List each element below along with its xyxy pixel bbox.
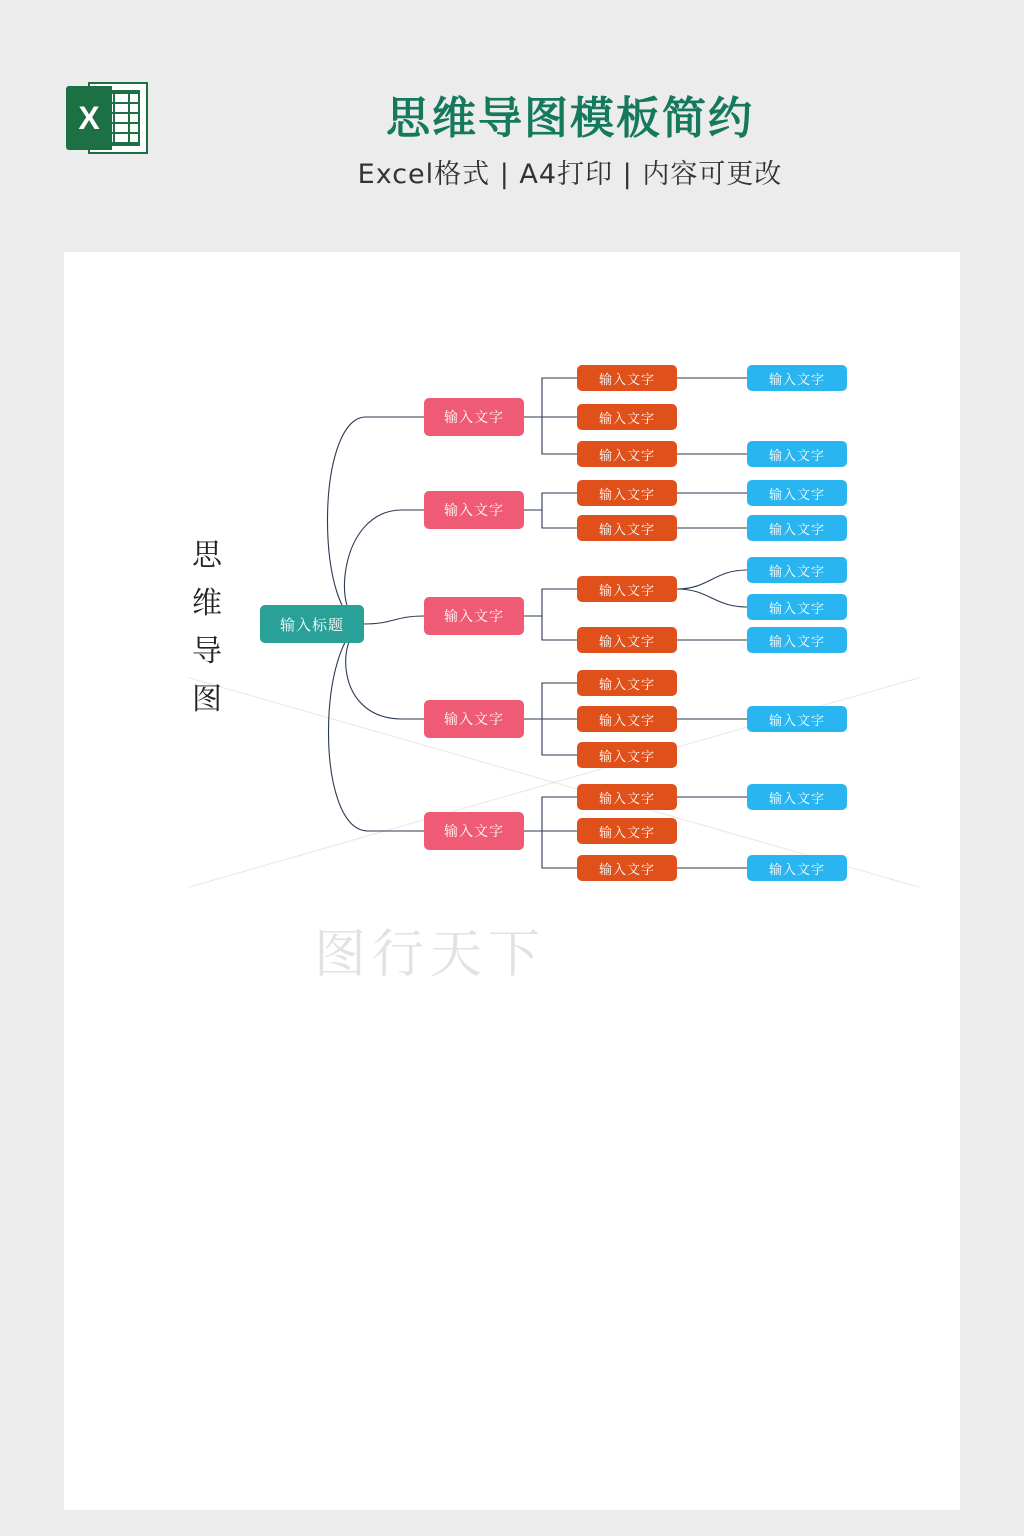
excel-icon-letter: X [66,86,112,150]
mindmap-root-node[interactable]: 输入标题 [260,605,364,643]
mindmap-leaf-node-10[interactable]: 输入文字 [747,855,847,881]
mindmap-leaf-node-5[interactable]: 输入文字 [747,557,847,583]
mindmap-sub-node-13[interactable]: 输入文字 [577,855,677,881]
mindmap-vertical-title: 思 维 导 图 [192,538,222,717]
mindmap [64,252,960,1510]
mindmap-sub-node-4[interactable]: 输入文字 [577,480,677,506]
mindmap-sub-node-5[interactable]: 输入文字 [577,515,677,541]
page-title: 思维导图模板简约 [386,93,754,144]
document-sheet [64,252,960,1510]
mindmap-leaf-node-8[interactable]: 输入文字 [747,706,847,732]
mindmap-leaf-node-7[interactable]: 输入文字 [747,627,847,653]
mindmap-sub-node-8[interactable]: 输入文字 [577,670,677,696]
mindmap-leaf-node-6[interactable]: 输入文字 [747,594,847,620]
mindmap-sub-node-2[interactable]: 输入文字 [577,404,677,430]
page-subtitle: Excel格式 | A4打印 | 内容可更改 [357,159,783,190]
mindmap-leaf-node-9[interactable]: 输入文字 [747,784,847,810]
mindmap-sub-node-11[interactable]: 输入文字 [577,784,677,810]
mindmap-sub-node-10[interactable]: 输入文字 [577,742,677,768]
mindmap-branch-node-1[interactable]: 输入文字 [424,398,524,436]
mindmap-branch-node-3[interactable]: 输入文字 [424,597,524,635]
mindmap-sub-node-12[interactable]: 输入文字 [577,818,677,844]
page-header [0,0,1024,252]
mindmap-leaf-node-4[interactable]: 输入文字 [747,515,847,541]
mindmap-leaf-node-3[interactable]: 输入文字 [747,480,847,506]
mindmap-branch-node-5[interactable]: 输入文字 [424,812,524,850]
mindmap-leaf-node-1[interactable]: 输入文字 [747,365,847,391]
mindmap-branch-node-2[interactable]: 输入文字 [424,491,524,529]
mindmap-sub-node-7[interactable]: 输入文字 [577,627,677,653]
watermark-text: 图行天下 [314,925,547,985]
mindmap-sub-node-3[interactable]: 输入文字 [577,441,677,467]
mindmap-sub-node-1[interactable]: 输入文字 [577,365,677,391]
mindmap-sub-node-6[interactable]: 输入文字 [577,576,677,602]
excel-icon [66,82,148,154]
mindmap-leaf-node-2[interactable]: 输入文字 [747,441,847,467]
mindmap-branch-node-4[interactable]: 输入文字 [424,700,524,738]
mindmap-sub-node-9[interactable]: 输入文字 [577,706,677,732]
